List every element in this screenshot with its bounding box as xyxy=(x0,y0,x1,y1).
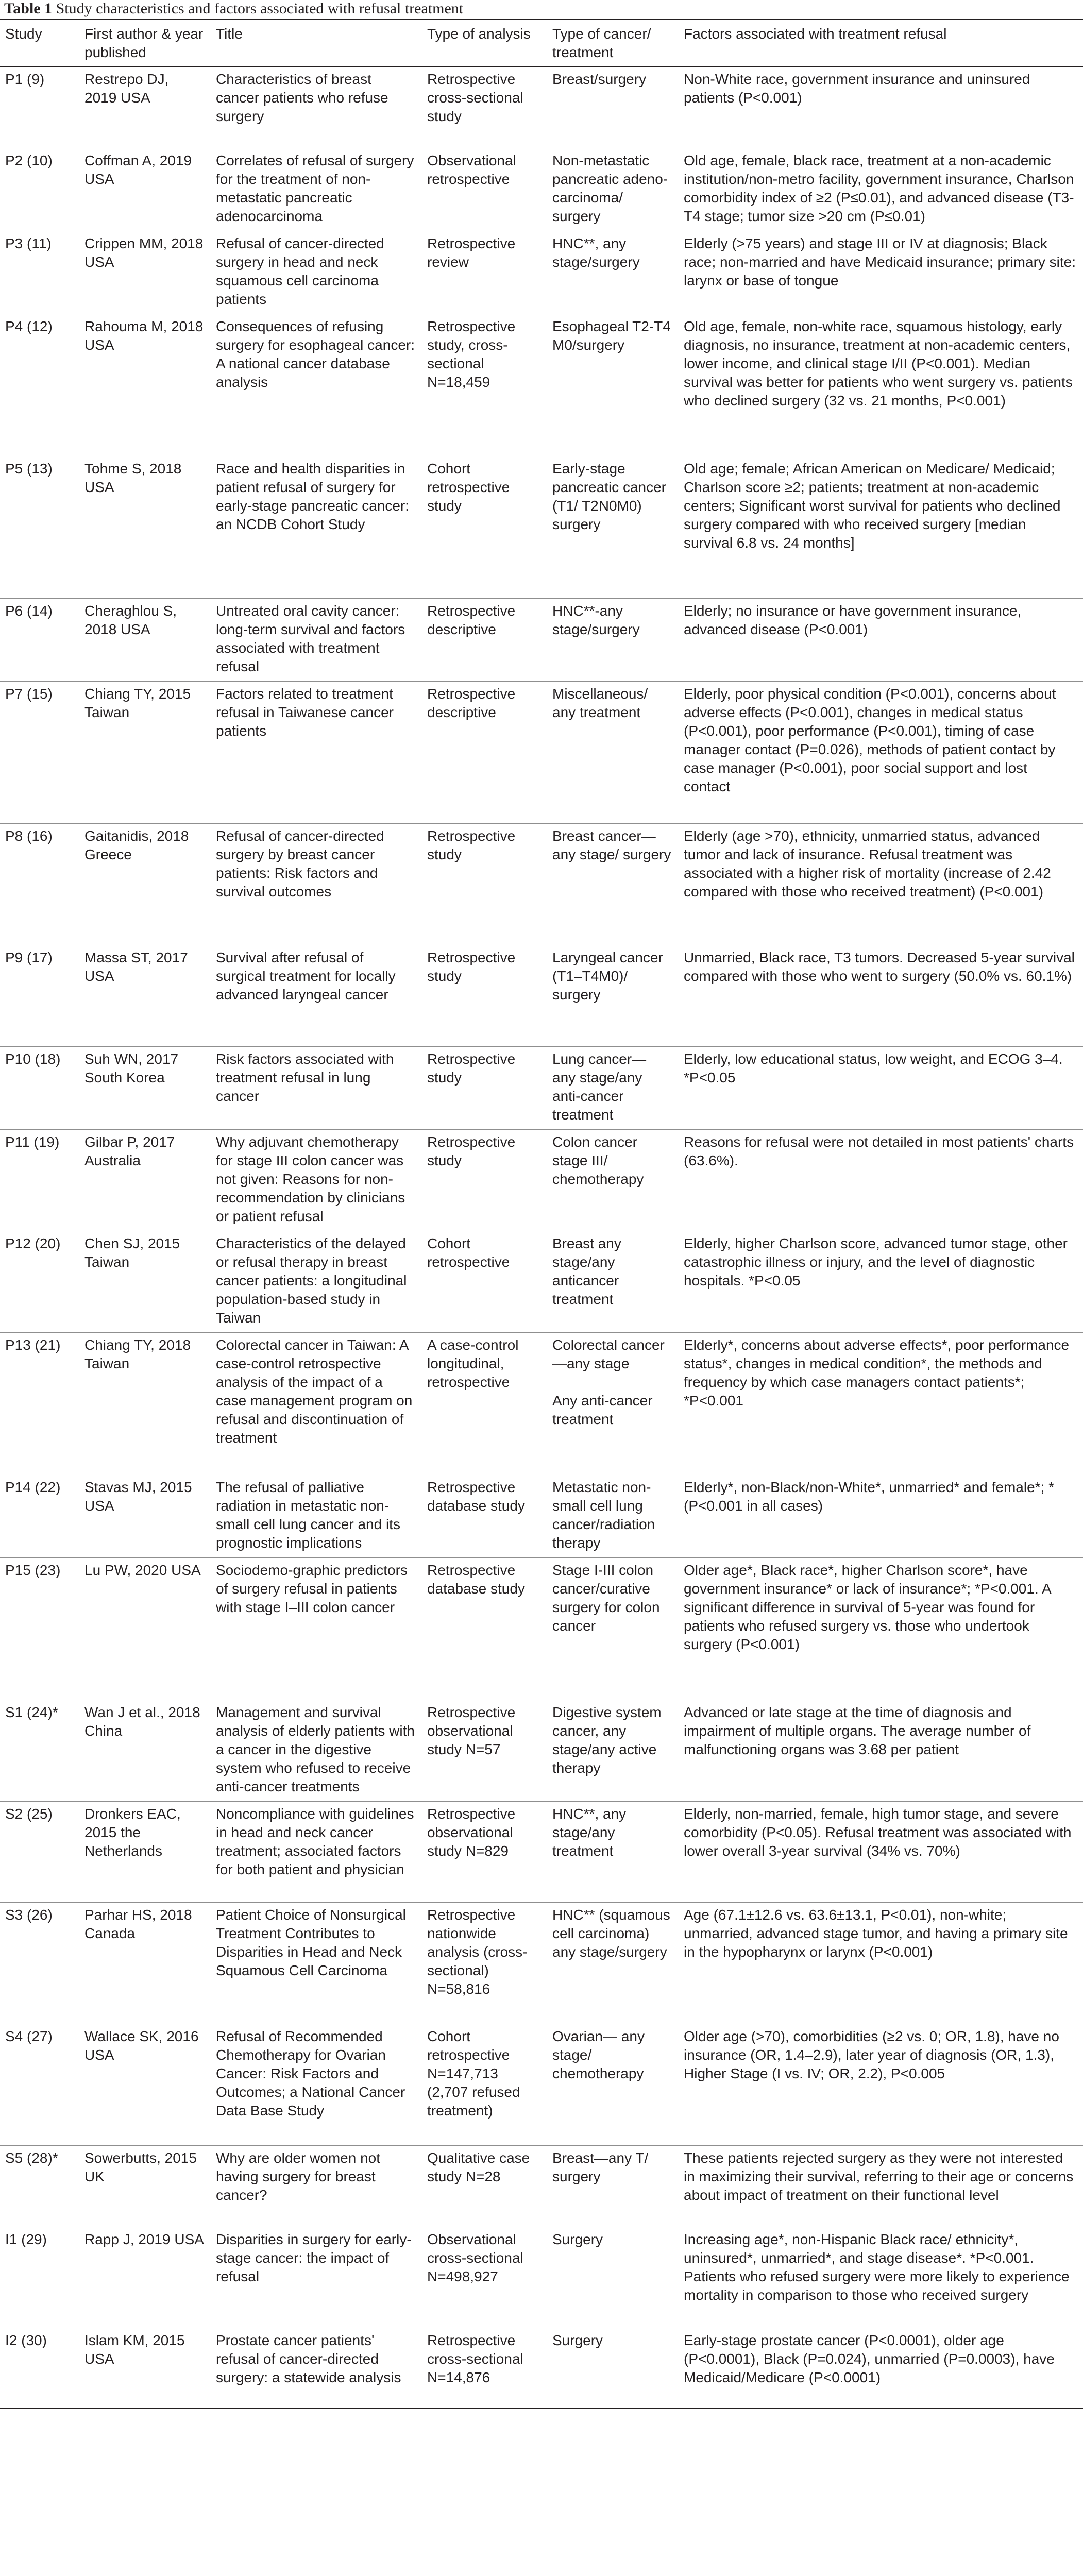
cell-analysis: Cohort retrospective study xyxy=(422,456,547,598)
cell-study: S1 (24)* xyxy=(0,1700,79,1801)
cell-title: Noncompliance with guidelines in head and neck cancer treatment; associated factors for both patient and physician xyxy=(211,1801,422,1902)
cell-author: Gaitanidis, 2018 Greece xyxy=(79,823,211,945)
cell-factors: Old age, female, non-white race, squamous histology, early diagnosis, no insurance, treatment at non-academic centers, lower income, and clinical stage I/II (P<0.001). Median survival was better for patients who went surgery vs. patients who declined surgery (32 vs. 21 months, P<0.001) xyxy=(679,314,1083,456)
table-row xyxy=(0,945,1083,1046)
table-row xyxy=(0,314,1083,456)
table-row xyxy=(0,2227,1083,2328)
cell-author: Crippen MM, 2018 USA xyxy=(79,231,211,314)
cell-title: Sociodemo-graphic predictors of surgery refusal in patients with stage I–III colon cancer xyxy=(211,1557,422,1700)
cell-title: Prostate cancer patients' refusal of cancer-directed surgery: a statewide analysis xyxy=(211,2328,422,2408)
cell-cancer: Stage I-III colon cancer/curative surgery for colon cancer xyxy=(547,1557,679,1700)
table-body xyxy=(0,66,1083,2408)
cell-factors: Elderly; no insurance or have government insurance, advanced disease (P<0.001) xyxy=(679,598,1083,681)
cell-study: P4 (12) xyxy=(0,314,79,456)
cell-title: Characteristics of the delayed or refusal therapy in breast cancer patients: a longitudinal population-based study in Taiwan xyxy=(211,1231,422,1332)
cell-analysis: Observational cross-sectional N=498,927 xyxy=(422,2227,547,2328)
cell-title: Why are older women not having surgery for breast cancer? xyxy=(211,2145,422,2227)
cell-analysis: Qualitative case study N=28 xyxy=(422,2145,547,2227)
cell-study: P8 (16) xyxy=(0,823,79,945)
table-row xyxy=(0,1332,1083,1475)
cell-author: Tohme S, 2018 USA xyxy=(79,456,211,598)
cell-analysis: Retrospective study, cross-sectional N=18,459 xyxy=(422,314,547,456)
cell-analysis: Cohort retrospective xyxy=(422,1231,547,1332)
cell-author: Parhar HS, 2018 Canada xyxy=(79,1902,211,2024)
cell-cancer: Non-metastatic pancreatic adeno-carcinoma/ surgery xyxy=(547,148,679,231)
cell-title: Why adjuvant chemotherapy for stage III colon cancer was not given: Reasons for non-recommendation by clinicians or patient refusal xyxy=(211,1129,422,1231)
cell-cancer: HNC**, any stage/any treatment xyxy=(547,1801,679,1902)
header-author: First author & year published xyxy=(79,21,211,66)
cell-study: P9 (17) xyxy=(0,945,79,1046)
cell-title: Refusal of cancer-directed surgery by breast cancer patients: Risk factors and survival outcomes xyxy=(211,823,422,945)
cell-title: Risk factors associated with treatment refusal in lung cancer xyxy=(211,1046,422,1129)
cell-factors: Elderly*, non-Black/non-White*, unmarried* and female*; *(P<0.001 in all cases) xyxy=(679,1475,1083,1557)
table-row xyxy=(0,1129,1083,1231)
cell-factors: Advanced or late stage at the time of diagnosis and impairment of multiple organs. The average number of malfunctioning organs was 3.68 per patient xyxy=(679,1700,1083,1801)
study-table xyxy=(0,21,1083,2409)
cell-cancer: Digestive system cancer, any stage/any active therapy xyxy=(547,1700,679,1801)
cell-cancer: Surgery xyxy=(547,2227,679,2328)
cell-study: I2 (30) xyxy=(0,2328,79,2408)
table-row xyxy=(0,1557,1083,1700)
cell-title: Untreated oral cavity cancer: long-term survival and factors associated with treatment refusal xyxy=(211,598,422,681)
cell-study: P11 (19) xyxy=(0,1129,79,1231)
cell-study: P14 (22) xyxy=(0,1475,79,1557)
cell-analysis: Retrospective cross-sectional N=14,876 xyxy=(422,2328,547,2408)
table-row xyxy=(0,598,1083,681)
cell-title: Colorectal cancer in Taiwan: A case-control retrospective analysis of the impact of a case management program on refusal and discontinuation of treatment xyxy=(211,1332,422,1475)
cell-analysis: Retrospective descriptive xyxy=(422,681,547,823)
cell-title: Patient Choice of Nonsurgical Treatment Contributes to Disparities in Head and Neck Squamous Cell Carcinoma xyxy=(211,1902,422,2024)
cell-author: Massa ST, 2017 USA xyxy=(79,945,211,1046)
cell-title: Consequences of refusing surgery for esophageal cancer: A national cancer database analysis xyxy=(211,314,422,456)
cell-factors: Non-White race, government insurance and uninsured patients (P<0.001) xyxy=(679,66,1083,148)
cell-cancer: Lung cancer— any stage/any anti-cancer treatment xyxy=(547,1046,679,1129)
cell-cancer: Ovarian— any stage/ chemotherapy xyxy=(547,2024,679,2145)
cell-factors: Elderly (>75 years) and stage III or IV at diagnosis; Black race; non-married and have Medicaid insurance; primary site: larynx or base of tongue xyxy=(679,231,1083,314)
cell-factors: Increasing age*, non-Hispanic Black race/ ethnicity*, uninsured*, unmarried*, and stage disease*. *P<0.001. Patients who refused surgery were more likely to experience mortality in comparison to those who received surgery xyxy=(679,2227,1083,2328)
cell-analysis: Retrospective observational study N=829 xyxy=(422,1801,547,1902)
cell-factors: Age (67.1±12.6 vs. 63.6±13.1, P<0.01), non-white; unmarried, advanced stage tumor, and having a primary site in the hypopharynx or larynx (P<0.001) xyxy=(679,1902,1083,2024)
cell-study: S2 (25) xyxy=(0,1801,79,1902)
cell-cancer: Breast/surgery xyxy=(547,66,679,148)
table-row xyxy=(0,1046,1083,1129)
cell-factors: Elderly (age >70), ethnicity, unmarried status, advanced tumor and lack of insurance. Refusal treatment was associated with a higher risk of mortality (increase of 2.42 compared with those who received treatment) (P<0.001) xyxy=(679,823,1083,945)
cell-title: Correlates of refusal of surgery for the treatment of non-metastatic pancreatic adenocarcinoma xyxy=(211,148,422,231)
cell-author: Dronkers EAC, 2015 the Netherlands xyxy=(79,1801,211,1902)
cell-study: P6 (14) xyxy=(0,598,79,681)
cell-cancer: Miscellaneous/ any treatment xyxy=(547,681,679,823)
cell-author: Stavas MJ, 2015 USA xyxy=(79,1475,211,1557)
table-row xyxy=(0,2024,1083,2145)
cell-title: Management and survival analysis of elderly patients with a cancer in the digestive system who refused to receive anti-cancer treatments xyxy=(211,1700,422,1801)
cell-cancer: Breast—any T/ surgery xyxy=(547,2145,679,2227)
cell-analysis: Retrospective database study xyxy=(422,1557,547,1700)
cell-title: Race and health disparities in patient refusal of surgery for early-stage pancreatic cancer: an NCDB Cohort Study xyxy=(211,456,422,598)
header-analysis: Type of analysis xyxy=(422,21,547,66)
cell-author: Rapp J, 2019 USA xyxy=(79,2227,211,2328)
cell-analysis: Retrospective study xyxy=(422,945,547,1046)
cell-study: P5 (13) xyxy=(0,456,79,598)
cell-author: Chiang TY, 2018 Taiwan xyxy=(79,1332,211,1475)
cell-cancer: Breast cancer— any stage/ surgery xyxy=(547,823,679,945)
cell-cancer: Breast any stage/any anticancer treatment xyxy=(547,1231,679,1332)
cell-study: I1 (29) xyxy=(0,2227,79,2328)
cell-author: Islam KM, 2015 USA xyxy=(79,2328,211,2408)
cell-study: P2 (10) xyxy=(0,148,79,231)
cell-study: S4 (27) xyxy=(0,2024,79,2145)
top-rule xyxy=(0,19,1083,20)
table-label: Table 1 xyxy=(4,0,53,17)
cell-title: Refusal of Recommended Chemotherapy for Ovarian Cancer: Risk Factors and Outcomes; a National Cancer Data Base Study xyxy=(211,2024,422,2145)
cell-author: Rahouma M, 2018 USA xyxy=(79,314,211,456)
table-row xyxy=(0,823,1083,945)
cell-author: Wan J et al., 2018 China xyxy=(79,1700,211,1801)
cell-study: P13 (21) xyxy=(0,1332,79,1475)
cell-factors: These patients rejected surgery as they were not interested in maximizing their survival, referring to their age or concerns about impact of treatment on their functional level xyxy=(679,2145,1083,2227)
cell-author: Lu PW, 2020 USA xyxy=(79,1557,211,1700)
table-row xyxy=(0,1902,1083,2024)
cell-analysis: Retrospective review xyxy=(422,231,547,314)
table-row xyxy=(0,1801,1083,1902)
table-row xyxy=(0,2145,1083,2227)
cell-analysis: A case-control longitudinal, retrospective xyxy=(422,1332,547,1475)
table-row xyxy=(0,148,1083,231)
cell-study: S3 (26) xyxy=(0,1902,79,2024)
cell-author: Coffman A, 2019 USA xyxy=(79,148,211,231)
cell-analysis: Retrospective database study xyxy=(422,1475,547,1557)
cell-cancer: HNC**, any stage/surgery xyxy=(547,231,679,314)
cell-author: Suh WN, 2017 South Korea xyxy=(79,1046,211,1129)
header-cancer: Type of cancer/ treatment xyxy=(547,21,679,66)
cell-factors: Elderly, poor physical condition (P<0.001), concerns about adverse effects (P<0.001), changes in medical status (P<0.001), poor performance (P<0.001), timing of case manager contact (P=0.026), methods of patient contact by case manager (P<0.001), poor social support and lost contact xyxy=(679,681,1083,823)
cell-author: Sowerbutts, 2015 UK xyxy=(79,2145,211,2227)
cell-cancer: HNC** (squamous cell carcinoma) any stage/surgery xyxy=(547,1902,679,2024)
table-row xyxy=(0,2328,1083,2408)
cell-factors: Old age; female; African American on Medicare/ Medicaid; Charlson score ≥2; patients; treatment at non-academic centers; Significant worst survival for patients who declined surgery compared with who received surgery [median survival 6.8 vs. 24 months] xyxy=(679,456,1083,598)
table-row xyxy=(0,66,1083,148)
table-row xyxy=(0,681,1083,823)
cell-cancer: Colon cancer stage III/ chemotherapy xyxy=(547,1129,679,1231)
table-caption-text: Study characteristics and factors associated with refusal treatment xyxy=(56,0,464,17)
cell-factors: Older age*, Black race*, higher Charlson score*, have government insurance* or lack of insurance*; *P<0.001. A significant difference in survival of 5-year was found for patients who refused surgery vs. those who undertook surgery (P<0.001) xyxy=(679,1557,1083,1700)
cell-analysis: Retrospective cross-sectional study xyxy=(422,66,547,148)
cell-author: Cheraghlou S, 2018 USA xyxy=(79,598,211,681)
table-row xyxy=(0,1475,1083,1557)
cell-author: Chen SJ, 2015 Taiwan xyxy=(79,1231,211,1332)
cell-author: Chiang TY, 2015 Taiwan xyxy=(79,681,211,823)
cell-analysis: Retrospective study xyxy=(422,1129,547,1231)
cell-author: Gilbar P, 2017 Australia xyxy=(79,1129,211,1231)
cell-analysis: Observational retrospective xyxy=(422,148,547,231)
cell-analysis: Retrospective study xyxy=(422,823,547,945)
cell-cancer: Surgery xyxy=(547,2328,679,2408)
cell-analysis: Retrospective observational study N=57 xyxy=(422,1700,547,1801)
cell-author: Wallace SK, 2016 USA xyxy=(79,2024,211,2145)
header-row xyxy=(0,21,1083,66)
cell-factors: Reasons for refusal were not detailed in most patients' charts (63.6%). xyxy=(679,1129,1083,1231)
cell-cancer: Colorectal cancer—any stage Any anti-cancer treatment xyxy=(547,1332,679,1475)
cell-cancer: Metastatic non-small cell lung cancer/radiation therapy xyxy=(547,1475,679,1557)
cell-title: Characteristics of breast cancer patients who refuse surgery xyxy=(211,66,422,148)
table-caption xyxy=(4,0,463,19)
cell-factors: Elderly, non-married, female, high tumor stage, and severe comorbidity (P<0.05). Refusal treatment was associated with lower overall 3-year survival (34% vs. 70%) xyxy=(679,1801,1083,1902)
cell-study: P12 (20) xyxy=(0,1231,79,1332)
cell-factors: Early-stage prostate cancer (P<0.0001), older age (P<0.0001), Black (P=0.024), unmarried (P=0.0003), have Medicaid/Medicare (P<0.0001) xyxy=(679,2328,1083,2408)
table-row xyxy=(0,456,1083,598)
cell-study: P10 (18) xyxy=(0,1046,79,1129)
cell-analysis: Retrospective nationwide analysis (cross-sectional) N=58,816 xyxy=(422,1902,547,2024)
cell-author: Restrepo DJ, 2019 USA xyxy=(79,66,211,148)
cell-analysis: Retrospective descriptive xyxy=(422,598,547,681)
cell-title: The refusal of palliative radiation in metastatic non-small cell lung cancer and its prognostic implications xyxy=(211,1475,422,1557)
header-factors: Factors associated with treatment refusal xyxy=(679,21,1083,66)
cell-study: P1 (9) xyxy=(0,66,79,148)
cell-cancer: Laryngeal cancer (T1–T4M0)/ surgery xyxy=(547,945,679,1046)
cell-cancer: HNC**-any stage/surgery xyxy=(547,598,679,681)
table-row xyxy=(0,1700,1083,1801)
cell-title: Survival after refusal of surgical treatment for locally advanced laryngeal cancer xyxy=(211,945,422,1046)
cell-study: S5 (28)* xyxy=(0,2145,79,2227)
cell-factors: Elderly, low educational status, low weight, and ECOG 3–4. *P<0.05 xyxy=(679,1046,1083,1129)
cell-study: P7 (15) xyxy=(0,681,79,823)
cell-title: Factors related to treatment refusal in Taiwanese cancer patients xyxy=(211,681,422,823)
cell-factors: Elderly*, concerns about adverse effects*, poor performance status*, changes in medical condition*, the methods and frequency by which case managers contact patients*; *P<0.001 xyxy=(679,1332,1083,1475)
table-row xyxy=(0,1231,1083,1332)
cell-cancer: Esophageal T2-T4 M0/surgery xyxy=(547,314,679,456)
cell-analysis: Retrospective study xyxy=(422,1046,547,1129)
cell-study: P3 (11) xyxy=(0,231,79,314)
cell-analysis: Cohort retrospective N=147,713 (2,707 refused treatment) xyxy=(422,2024,547,2145)
cell-factors: Unmarried, Black race, T3 tumors. Decreased 5-year survival compared with those who went to surgery (50.0% vs. 60.1%) xyxy=(679,945,1083,1046)
cell-factors: Old age, female, black race, treatment at a non-academic institution/non-metro facility, government insurance, Charlson comorbidity index of ≥2 (P≤0.01), and advanced disease (T3-T4 stage; tumor size >20 cm (P≤0.01) xyxy=(679,148,1083,231)
cell-factors: Older age (>70), comorbidities (≥2 vs. 0; OR, 1.8), have no insurance (OR, 1.4–2.9), later year of diagnosis (OR, 1.3), Higher Stage (I vs. IV; OR, 2.2), P<0.005 xyxy=(679,2024,1083,2145)
cell-title: Refusal of cancer-directed surgery in head and neck squamous cell carcinoma patients xyxy=(211,231,422,314)
header-title: Title xyxy=(211,21,422,66)
cell-study: P15 (23) xyxy=(0,1557,79,1700)
cell-factors: Elderly, higher Charlson score, advanced tumor stage, other catastrophic illness or injury, and the level of diagnostic hospitals. *P<0.05 xyxy=(679,1231,1083,1332)
cell-cancer: Early-stage pancreatic cancer (T1/ T2N0M0) surgery xyxy=(547,456,679,598)
table-row xyxy=(0,231,1083,314)
header-study: Study xyxy=(0,21,79,66)
cell-title: Disparities in surgery for early-stage cancer: the impact of refusal xyxy=(211,2227,422,2328)
